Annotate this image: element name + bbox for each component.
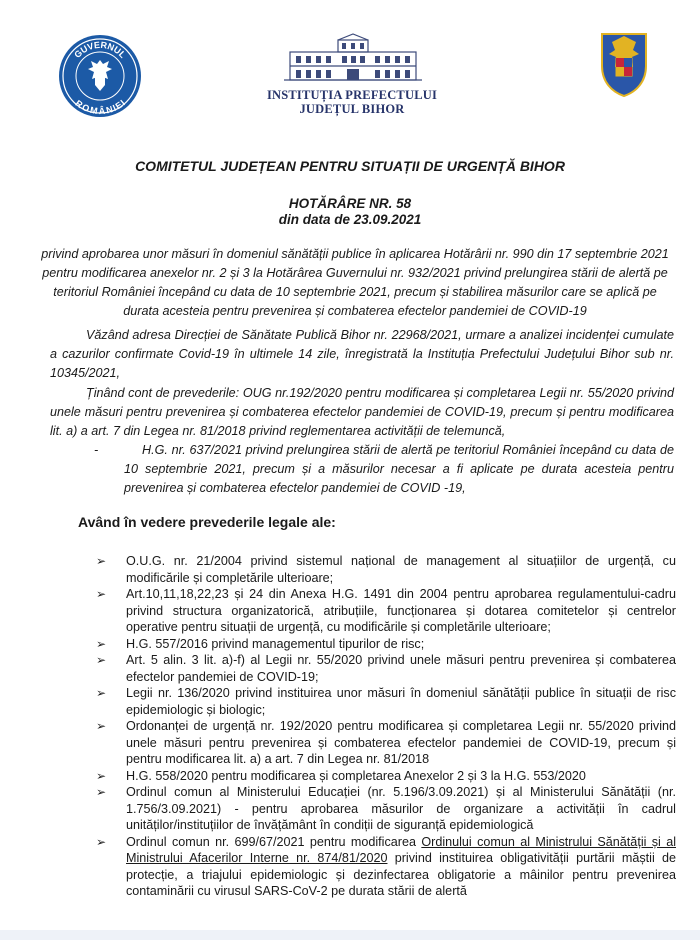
institution-name [240, 88, 464, 116]
legal-provisions-heading: Având în vedere prevederile legale ale: [78, 514, 336, 530]
arrow-bullet-icon: ➢ [96, 768, 107, 783]
underlined-order-reference: Ordinului comun al Ministrului Sănătății și al Ministrului Afacerilor Interne nr. 874/81/2020 [126, 834, 676, 865]
legal-provisions-list [96, 553, 676, 900]
list-item-text: Ordonanței de urgență nr. 192/2020 pentru modificarea și completarea Legii nr. 55/2020 privind unele măsuri pentru prevenirea și combaterea efectelor pandemiei de COVID-19, precum și pentru modificarea lit. a) a art. 7 din Legea nr. 81/2018 [126, 719, 676, 766]
list-item [96, 652, 676, 685]
list-item-text-after: privind instituirea obligativității purtării măștii de protecție, a triajului epidemiologic și dezinfectarea obligatorie a mâinilor pentru prevenirea contaminării cu virusul SARS-CoV-2 pe durata stării de alertă [126, 851, 677, 898]
paragraph-oug-provisions: Ținând cont de prevederile: OUG nr.192/2020 pentru modificarea și completarea Legii nr. 55/2020 privind unele măsuri pentru prevenirea și combaterea efectelor pandemiei de COVID-19, precum și pentru modificarea lit. a) a art. 7 din Legea nr. 81/2018 privind reglementarea activității de telemuncă, [50, 386, 674, 438]
list-item [96, 553, 676, 586]
list-item [96, 768, 676, 785]
list-item-text: O.U.G. nr. 21/2004 privind sistemul național de management al situațiilor de urgență, cu modificările și completările ulterioare; [126, 554, 676, 585]
coat-of-arms-icon [598, 30, 650, 98]
arrow-bullet-icon: ➢ [96, 834, 107, 849]
government-seal-logo [58, 34, 142, 118]
paragraph-dsp-address: Văzând adresa Direcției de Sănătate Publică Bihor nr. 22968/2021, urmare a analizei incidenței cumulate a cazurilor confirmate Covid-19 în ultimele 14 zile, înregistrată la Instituția Prefectului Județului Bihor sub nr. 10345/2021, [50, 328, 674, 380]
arrow-bullet-icon: ➢ [96, 636, 107, 651]
arrow-bullet-icon: ➢ [96, 554, 107, 568]
page-bottom-edge [0, 930, 700, 940]
committee-title: COMITETUL JUDEȚEAN PENTRU SITUAȚII DE URGENȚĂ BIHOR [135, 158, 565, 174]
list-item-text: Legii nr. 136/2020 privind instituirea unor măsuri în domeniul sănătății publice în situații de risc epidemiologic și biologic; [126, 686, 676, 717]
seal-text-top: GUVERNUL [72, 39, 128, 60]
institution-line1: INSTITUȚIA PREFECTULUI [266, 88, 438, 102]
decision-subject: privind aprobarea unor măsuri în domeniul sănătății publice în aplicarea Hotărârii nr. 990 din 17 septembrie 2021 pentru modificarea anexelor nr. 2 și 3 la Hotărârea Guvernului nr. 932/2021 privind prelungirea stării de alertă pe teritoriul României începând cu data de 10 septembrie 2021, precum și stabilirea măsurilor care se aplică pe durata acesteia pentru prevenirea și combaterea efectelor pandemiei de COVID-19 [41, 247, 669, 318]
paragraph-hg-637-text: H.G. nr. 637/2021 privind prelungirea stării de alertă pe teritoriul României începând cu data de 10 septembrie 2021, precum și a măsurilor necesar a fi aplicate pe durata acesteia pentru prevenirea și combaterea efectelor pandemiei de COVID -19, [124, 443, 674, 495]
list-item-text: H.G. 558/2020 pentru modificarea și completarea Anexelor 2 și 3 la H.G. 553/2020 [126, 768, 586, 783]
list-item [96, 784, 676, 834]
decision-header [0, 196, 700, 228]
list-item [96, 586, 676, 636]
arrow-bullet-icon: ➢ [96, 686, 107, 700]
institution-line2: JUDEȚUL BIHOR [299, 102, 405, 116]
list-item-text-before: Ordinul comun nr. 699/67/2021 pentru modificarea [126, 834, 422, 849]
arrow-bullet-icon: ➢ [96, 587, 107, 601]
list-item-text: H.G. 557/2016 privind managementul tipurilor de risc; [126, 636, 425, 651]
list-item-text: Art. 5 alin. 3 lit. a)-f) al Legii nr. 55/2020 privind unele măsuri pentru prevenirea și combaterea efectelor pandemiei de COVID-19; [126, 653, 676, 684]
list-item [96, 718, 676, 768]
decision-date: din data de 23.09.2021 [278, 212, 422, 227]
paragraph-hg-637 [50, 441, 674, 498]
decision-title: HOTĂRÂRE NR. 58 [288, 196, 412, 211]
arrow-bullet-icon: ➢ [96, 653, 107, 667]
dash-bullet: - [94, 443, 99, 457]
list-item [96, 636, 676, 653]
prefecture-building-icon [284, 32, 422, 84]
list-item-text: Art.10,11,18,22,23 și 24 din Anexa H.G. 1491 din 2004 pentru aprobarea regulamentului-cadru privind structura organizatorică, atribuțiile, funcționarea și dotarea comitetelor și centrelor operative pentru situații de urgență, cu modificările și completările ulterioare; [126, 587, 676, 634]
arrow-bullet-icon: ➢ [96, 719, 107, 733]
arrow-bullet-icon: ➢ [96, 785, 107, 799]
list-item-text: Ordinul comun al Ministerului Educației (nr. 5.196/3.09.2021) și al Ministerului Sănătății (nr. 1.756/3.09.2021) - pentru aprobarea măsurilor de organizare a activității în cadrul unităților/instituțiilor de învățământ în condiții de siguranță epidemiologică [126, 785, 676, 832]
seal-text-bottom: ROMÂNIEI [73, 97, 128, 117]
list-item [96, 834, 676, 900]
list-item [96, 685, 676, 718]
